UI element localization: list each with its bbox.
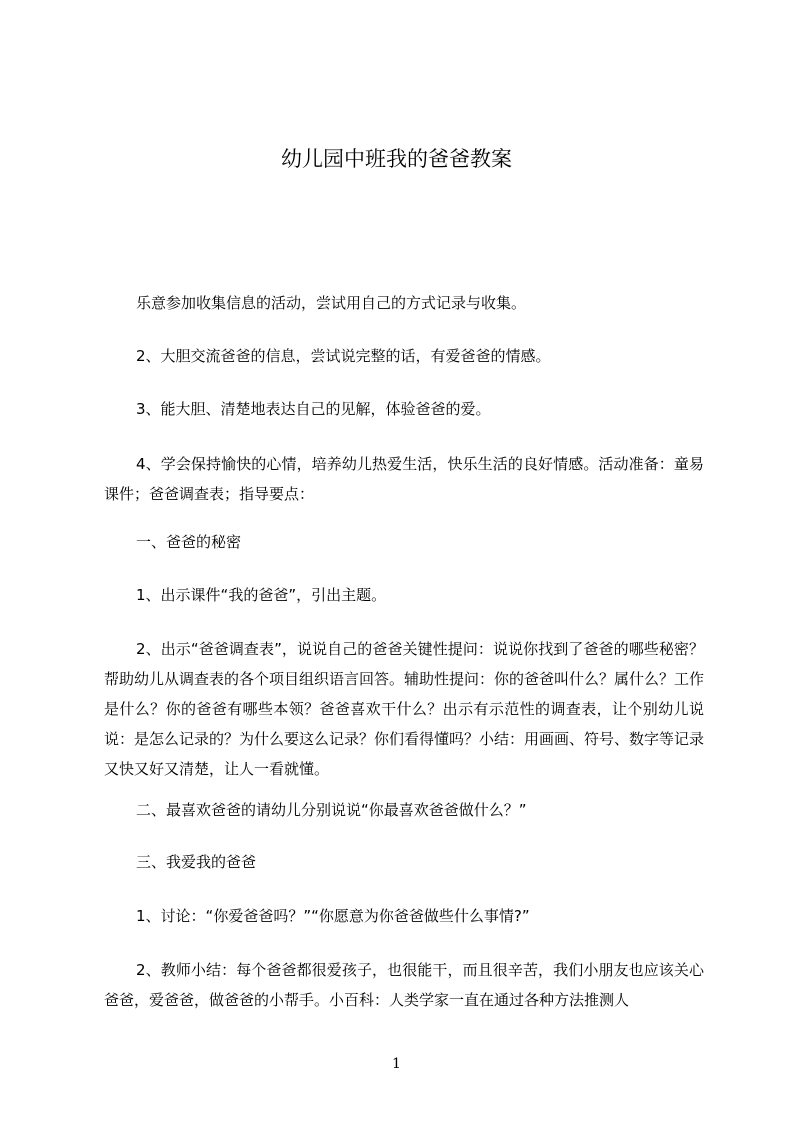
section-heading-1: 一、爸爸的秘密 [136, 533, 242, 551]
page-number: 1 [392, 1056, 401, 1072]
paragraph-1: 乐意参加收集信息的活动，尝试用自己的方式记录与收集。 [136, 294, 527, 312]
section-heading-2: 二、最喜欢爸爸的请幼儿分别说说“你最喜欢爸爸做什么？” [136, 801, 527, 819]
section-heading-3: 三、我爱我的爸爸 [136, 853, 257, 871]
paragraph-2: 2、大胆交流爸爸的信息，尝试说完整的话，有爱爸爸的情感。 [136, 347, 551, 365]
paragraph-8: 2、教师小结：每个爸爸都很爱孩子，也很能干，而且很辛苦，我们小朋友也应该关心爸爸，爱爸爸，做爸爸的小帮手。小百科：人类学家一直在通过各种方法推测人 [104, 961, 704, 1009]
document-title: 幼儿园中班我的爸爸教案 [281, 147, 512, 171]
paragraph-5: 1、出示课件“我的爸爸”，引出主题。 [136, 586, 387, 604]
paragraph-6: 2、出示“爸爸调查表”，说说自己的爸爸关键性提问：说说你找到了爸爸的哪些秘密？帮助幼儿从调查表的各个项目组织语言回答。辅助性提问：你的爸爸叫什么？属什么？工作是什么？你的爸爸有哪些本领？爸爸喜欢干什么？出示有示范性的调查表，让个别幼儿说说：是怎么记录的？为什么要这么记录？你们看得懂吗？小结：用画画、符号、数字等记录又快又好又清楚，让人一看就懂。 [104, 640, 705, 778]
paragraph-4: 4、学会保持愉快的心情，培养幼儿热爱生活，快乐生活的良好情感。活动准备：童易课件；爸爸调查表；指导要点： [104, 455, 704, 503]
paragraph-7: 1、讨论：“你爱爸爸吗？”“你愿意为你爸爸做些什么事情?” [136, 907, 530, 925]
paragraph-3: 3、能大胆、清楚地表达自己的见解，体验爸爸的爱。 [136, 400, 491, 418]
